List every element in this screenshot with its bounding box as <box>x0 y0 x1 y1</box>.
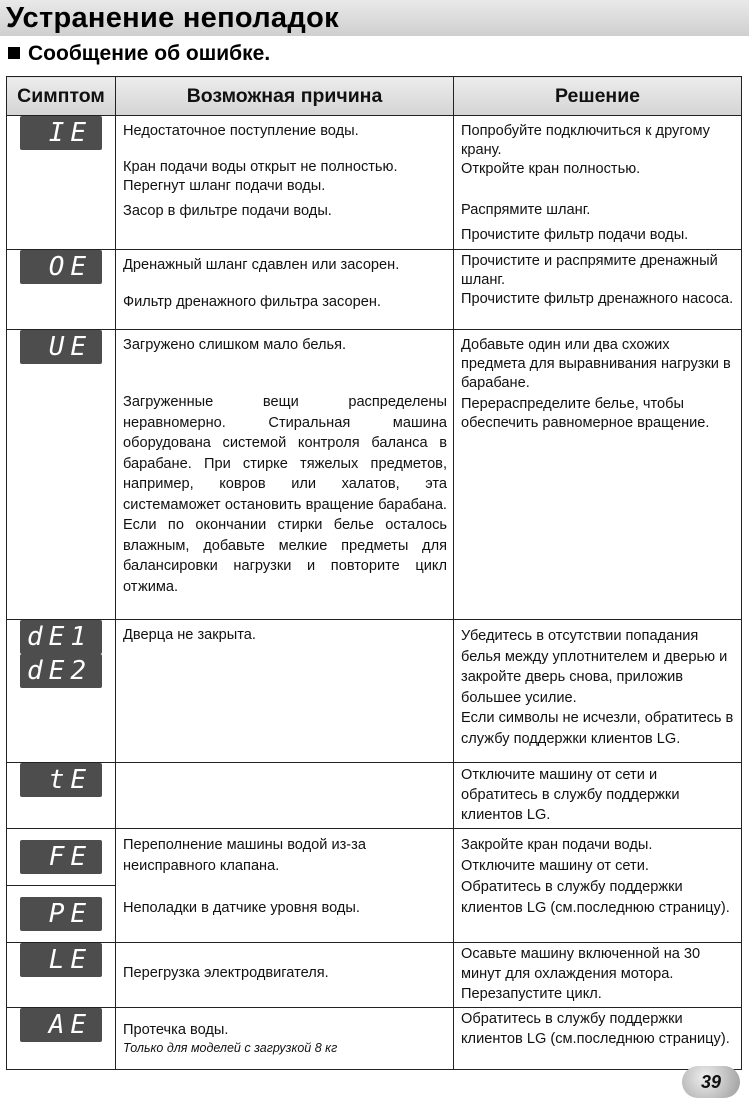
solution-cell <box>454 829 742 943</box>
solution-cell <box>454 943 742 1008</box>
symptom-cell <box>7 330 116 620</box>
cause-text: Фильтр дренажного фильтра засорен. <box>123 294 381 310</box>
cause-text: Недостаточное поступление воды. <box>123 123 359 139</box>
cause-note: Только для моделей с загрузкой 8 кг <box>123 1040 338 1055</box>
table-row <box>7 829 742 943</box>
cause-cell <box>116 829 454 943</box>
section-heading <box>8 40 270 68</box>
error-code-display: dE2 <box>20 654 102 688</box>
cause-cell <box>116 116 454 250</box>
solution-text: Обратитесь в службу поддержки клиентов LG (см.последнюю страницу). <box>461 879 730 916</box>
solution-text: Закройте кран подачи воды. <box>461 837 653 853</box>
cause-text: Протечка воды. <box>123 1021 229 1038</box>
error-code-display: tE <box>20 763 102 797</box>
troubleshooting-table <box>6 76 742 1070</box>
error-code-display: UE <box>20 330 102 364</box>
symptom-cell <box>7 250 116 330</box>
cause-cell <box>116 763 454 829</box>
column-header-cause: Возможная причина <box>116 77 454 116</box>
solution-text: Прочистите фильтр подачи воды. <box>461 227 689 243</box>
solution-cell <box>454 116 742 250</box>
cause-cell <box>116 330 454 620</box>
cause-text: Дверца не закрыта. <box>123 627 256 643</box>
table-row <box>7 1008 742 1070</box>
error-code-display: IE <box>20 116 102 150</box>
symptom-cell <box>7 620 116 763</box>
table-row <box>7 330 742 620</box>
cause-cell <box>116 250 454 330</box>
symptom-cell <box>7 829 116 943</box>
cause-text: Дренажный шланг сдавлен или засорен. <box>123 257 400 273</box>
solution-text: Отключите машину от сети. <box>461 858 649 874</box>
solution-text: Попробуйте подключиться к другому крану. <box>461 123 710 158</box>
table-row <box>7 620 742 763</box>
cause-text: Неполадки в датчике уровня воды. <box>123 900 360 916</box>
solution-text: Прочистите и распрямите дренажный шланг. <box>461 253 718 288</box>
cause-text: Загруженные вещи распределены неравномерно. Стиральная машина оборудована системой контроля баланса в барабане. При стирке тяжелых предметов, например, ковров или халатов, эта системаможет остановить вращение барабана. Если по окончании стирки белье осталось влажным, добавьте мелкие предметы для балансировки нагрузки и повторите цикл отжима. <box>123 394 447 595</box>
solution-text: Перераспределите белье, чтобы обеспечить равномерное вращение. <box>461 396 710 431</box>
error-code-display: FE <box>20 840 102 874</box>
error-code-display: OE <box>20 250 102 284</box>
cause-cell <box>116 620 454 763</box>
solution-cell <box>454 1008 742 1070</box>
bullet-square-icon <box>8 47 20 59</box>
solution-text: Осавьте машину включенной на 30 минут для охлаждения мотора. <box>461 946 701 982</box>
symptom-cell <box>7 116 116 250</box>
solution-text: Перезапустите цикл. <box>461 986 602 1002</box>
symptom-subcell <box>7 829 115 885</box>
cause-text: Переполнение машины водой из-за неисправного клапана. <box>123 837 366 874</box>
cause-cell <box>116 1008 454 1070</box>
title-bar <box>0 0 749 36</box>
solution-text: Откройте кран полностью. <box>461 161 641 177</box>
solution-text: Прочистите фильтр дренажного насоса. <box>461 291 734 307</box>
solution-text: Распрямите шланг. <box>461 202 591 218</box>
table-row <box>7 116 742 250</box>
solution-cell <box>454 620 742 763</box>
error-code-display: dE1 <box>20 620 102 654</box>
error-code-display: AE <box>20 1008 102 1042</box>
page-number: 39 <box>682 1066 740 1098</box>
cause-text: Загружено слишком мало белья. <box>123 337 347 353</box>
cause-text: Перегрузка электродвигателя. <box>123 965 329 981</box>
symptom-subcell <box>7 885 115 942</box>
column-header-symptom: Симптом <box>7 77 116 116</box>
solution-text: Убедитесь в отсутствии попадания белья между уплотнителем и дверью и закройте дверь снова, приложив большее усилие. <box>461 628 728 706</box>
solution-cell <box>454 763 742 829</box>
page-title: Устранение неполадок <box>6 2 339 34</box>
section-heading-text: Сообщение об ошибке. <box>28 42 271 65</box>
solution-cell <box>454 250 742 330</box>
error-code-display: PE <box>20 897 102 931</box>
error-code-display: LE <box>20 943 102 977</box>
table-row <box>7 763 742 829</box>
solution-cell <box>454 330 742 620</box>
solution-text: Добавьте один или два схожих предмета для выравнивания нагрузки в барабане. <box>461 337 731 391</box>
symptom-cell <box>7 763 116 829</box>
solution-text: Обратитесь в службу поддержки клиентов LG (см.последнюю страницу). <box>461 1011 730 1047</box>
symptom-cell <box>7 1008 116 1070</box>
solution-text: Отключите машину от сети и обратитесь в службу поддержки клиентов LG. <box>461 767 680 823</box>
cause-cell <box>116 943 454 1008</box>
solution-text: Если символы не исчезли, обратитесь в службу поддержки клиентов LG. <box>461 710 734 747</box>
cause-text: Кран подачи воды открыт не полностью. <box>123 159 398 175</box>
column-header-solution: Решение <box>454 77 742 116</box>
table-header-row <box>7 77 742 116</box>
table-row <box>7 943 742 1008</box>
symptom-cell <box>7 943 116 1008</box>
table-row <box>7 250 742 330</box>
cause-text: Перегнут шланг подачи воды. <box>123 178 326 194</box>
cause-text: Засор в фильтре подачи воды. <box>123 203 332 219</box>
